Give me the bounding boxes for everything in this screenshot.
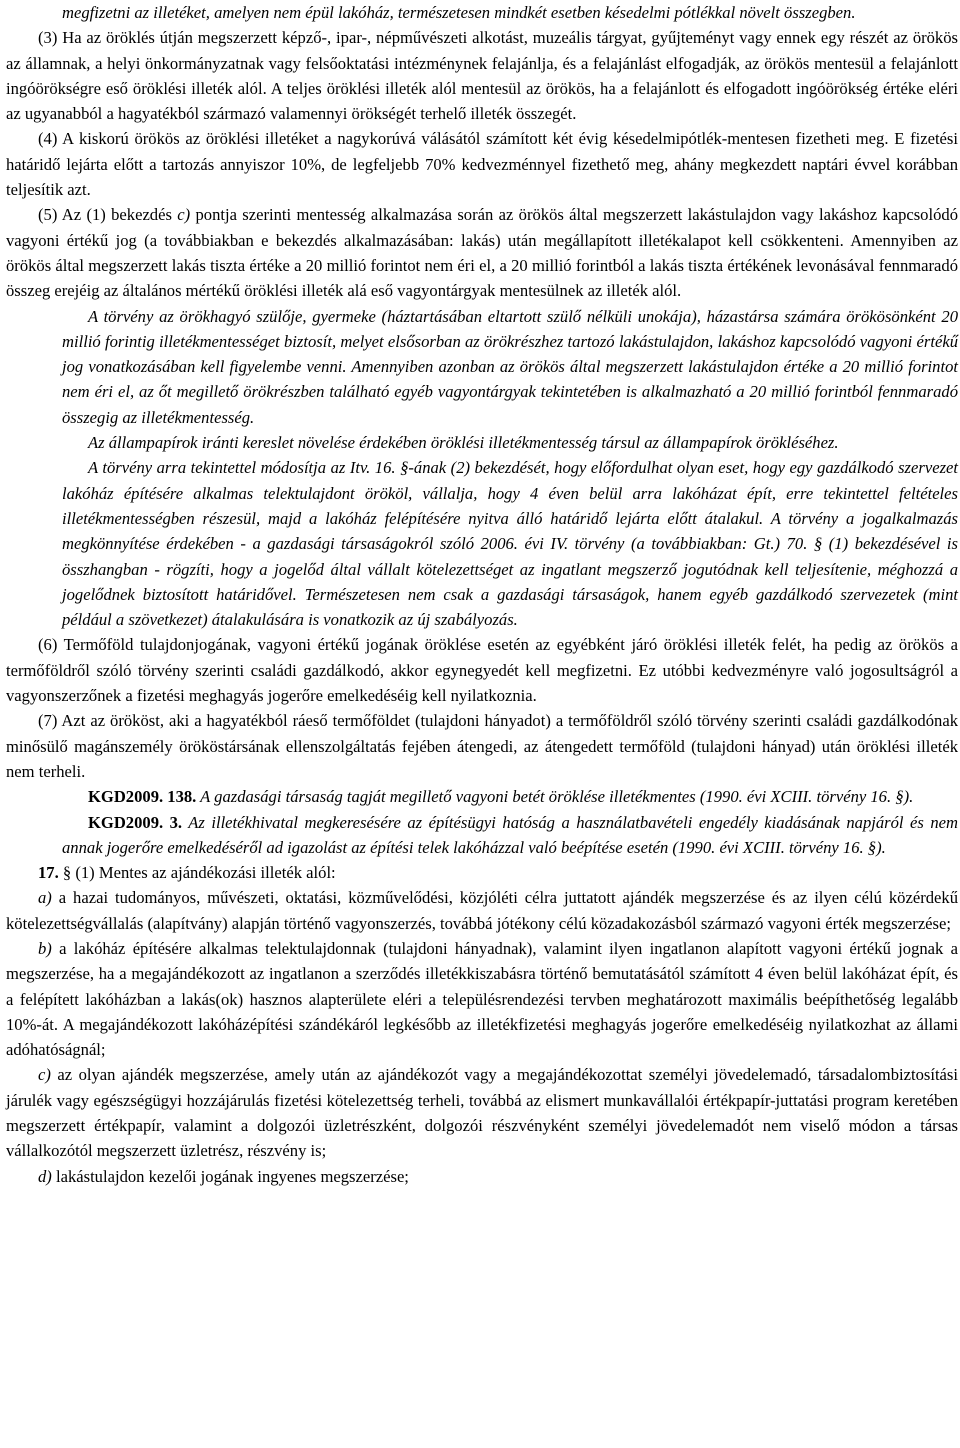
- law-paragraph: [6, 936, 958, 1062]
- law-paragraph: [6, 25, 958, 126]
- law-paragraph: [6, 1164, 958, 1189]
- commentary-paragraph: [6, 784, 958, 809]
- law-paragraph: [6, 202, 958, 303]
- text-segment: KGD2009. 3.: [88, 812, 183, 832]
- text-segment: A gazdasági társaság tagját megillető vagyoni betét öröklése illetékmentes (1990. évi XCIII. törvény 16. §).: [196, 787, 914, 807]
- text-segment: A törvény az örökhagyó szülője, gyermeke (háztartásában eltartott szülő nélküli unokája), házastársa számára örökösönként 20 millió forintig illetékmentességet biztosít, melyet elsősorban az örökrészhez tartozó lakástulajdon, lakáshoz kapcsolódó vagyoni értékű jog vonatkozásában kell figyelembe venni. Amennyiben azonban az örökös által megszerzett lakástulajdon értéke a 20 millió forintot nem éri el, az őt megillető örökrészben található egyéb vagyontárgyak tekintetében is alkalmazható a 20 millió forintból fennmaradó összegig az illetékmentesség.: [62, 306, 958, 427]
- text-segment: (4) A kiskorú örökös az öröklési illetéket a nagykorúvá válásától számított két évig késedelmipótlék-mentesen fizetheti meg. E fizetési határidő lejárta előtt a tartozás annyiszor 10%, de legfeljebb 70% kedvezménnyel fizethető meg, ahány megkezdett naptári évvel korábban teljesítik azt.: [6, 129, 958, 200]
- text-segment: (6) Termőföld tulajdonjogának, vagyoni értékű jogának öröklése esetén az egyébként járó öröklési illeték felét, ha pedig az örökös a termőföldről szóló törvény szerinti családi gazdálkodó, akkor egynegyedét kell megfizetni. Ez utóbbi kedvezményre való jogosultságról a vagyonszerzőnek a fizetési meghagyás jogerőre emelkedéséig kell nyilatkoznia.: [6, 635, 958, 706]
- text-segment: A törvény arra tekintettel módosítja az Itv. 16. §-ának (2) bekezdését, hogy előfordulhat olyan eset, hogy egy gazdálkodó szervezet lakóház építésére alkalmas telektulajdont örököl, vállalja, hogy 4 éven belül arra lakóházat épít, erre tekintettel feltételes illetékmentességben részesül, majd a lakóház felépítésére nyitva álló határidő lejárta előtt átalakul. A törvény a jogalkalmazás megkönnyítése érdekében - a gazdasági társaságokról szóló 2006. évi IV. törvény (a továbbiakban: Gt.) 70. § (1) bekezdésével is összhangban - rögzíti, hogy a jogelőd által vállalt kötelezettséget az ingatlant megszerző jogutódnak kell teljesítenie, méghozzá a jogelődnek biztosított határidővel. Természetesen nem csak a gazdasági társaságok, hanem egyéb gazdálkodó szervezetek (mint például a szövetkezet) átalakulására is vonatkozik az új szabályozás.: [62, 458, 958, 630]
- text-segment: KGD2009. 138.: [88, 787, 197, 807]
- text-segment: a hazai tudományos, művészeti, oktatási, közművelődési, közjóléti célra juttatott ajándék megszerzése és az ilyen célú közérdekű kötelezettségvállalás (alapítvány) alapján történő vagyonszerzés, továbbá jótékony célú közadakozásból származó vagyoni érték megszerzése;: [6, 888, 958, 933]
- commentary-paragraph: [6, 810, 958, 861]
- law-paragraph: [6, 708, 958, 784]
- continuation-paragraph: [6, 0, 958, 25]
- law-paragraph: [6, 885, 958, 936]
- text-segment: a lakóház építésére alkalmas telektulajdonnak (tulajdoni hányadnak), valamint ilyen ingatlanon alapított vagyoni értékű jognak a megszerzése, ha a megajándékozott az ingatlanon a szerződés illetékkiszabásra történő bemutatásától számított 4 éven belül lakóházat épít, és a felépített lakóházban a lakás(ok) hasznos alapterülete eléri a településrendezési tervben meghatározott maximális beépíthetőség legalább 10%-át. A megajándékozott lakóházépítési szándékáról legkésőbb az illetékfizetési meghagyás jogerőre emelkedéséig nyilatkozhat az állami adóhatóságnál;: [6, 938, 958, 1060]
- text-segment: (3) Ha az öröklés útján megszerzett képző-, ipar-, népművészeti alkotást, muzeális tárgyat, gyűjteményt vagy ennek egy részét az örökös az államnak, a helyi önkormányzatnak vagy felsőoktatási intézménynek felajánlja, és a felajánlást elfogadják, az örökös mentesül a felajánlott ingóörökségre eső öröklési illeték alól. A teljes öröklési illeték alól mentesül az örökös, ha a felajánlott és elfogadott ingóörökség értéke eléri az ugyanabból a hagyatékból származó valamennyi örökségét terhelő illeték összegét.: [6, 28, 958, 124]
- text-segment: § (1) Mentes az ajándékozási illeték alól:: [58, 863, 336, 883]
- text-segment: pontja szerinti mentesség alkalmazása során az örökös által megszerzett lakástulajdon vagy lakáshoz kapcsolódó vagyoni értékű jog (a továbbiakban e bekezdés alkalmazásában: lakás) után megállapított illetékalapot kell csökkenteni. Amennyiben az örökös által megszerzett lakás tiszta értéke a 20 millió forintot nem éri el, a 20 millió forintból a lakás tiszta értékének levonásával fennmaradó összeg erejéig az általános mértékű öröklési illeték alá eső vagyontárgyak mentesülnek az illeték alól.: [6, 205, 958, 301]
- law-paragraph: [6, 632, 958, 708]
- law-paragraph: [6, 860, 958, 885]
- text-segment: Az állampapírok iránti kereslet növelése érdekében öröklési illetékmentesség társul az állampapírok örökléséhez.: [88, 433, 839, 453]
- text-segment: megfizetni az illetéket, amelyen nem épül lakóház, természetesen mindkét esetben késedelmi pótlékkal növelt összegben.: [62, 3, 856, 22]
- text-segment: d): [38, 1166, 52, 1186]
- text-segment: 17.: [38, 863, 59, 883]
- commentary-paragraph: [6, 304, 958, 430]
- text-segment: az olyan ajándék megszerzése, amely után az ajándékozót vagy a megajándékozottat személyi jövedelemadó, társadalombiztosítási járulék vagy egészségügyi hozzájárulás fizetési kötelezettség terheli, továbbá az elismert munkavállalói értékpapír-juttatási program keretében megszerzett értékpapír, valamint a dolgozói üzletrészként, dolgozói részvényként személyi jövedelemadót nem viselő módon a társas vállalkozótól megszerzett üzletrész, részvény is;: [6, 1065, 958, 1161]
- text-segment: b): [38, 938, 52, 958]
- text-segment: lakástulajdon kezelői jogának ingyenes megszerzése;: [51, 1166, 409, 1186]
- law-paragraph: [6, 126, 958, 202]
- law-paragraph: [6, 1062, 958, 1163]
- commentary-paragraph: [6, 430, 958, 455]
- text-segment: c): [38, 1065, 51, 1085]
- text-segment: (5) Az (1) bekezdés: [38, 205, 178, 225]
- commentary-paragraph: [6, 455, 958, 632]
- text-segment: c): [177, 205, 191, 225]
- text-segment: (7) Azt az örököst, aki a hagyatékból ráeső termőföldet (tulajdoni hányadot) a termőföldről szóló törvény szerinti családi gazdálkodónak minősülő magánszemély örököstársának ellenszolgáltatás fejében átengedi, az átengedett termőföld (tulajdoni hányad) után öröklési illeték nem terheli.: [6, 711, 958, 781]
- text-segment: Az illetékhivatal megkeresésére az építésügyi hatóság a használatbavételi engedély kiadásának napjáról és nem annak jogerőre emelkedéséről ad igazolást az építési telek lakóházzal való beépítése esetén (1990. évi XCIII. törvény 16. §).: [62, 812, 958, 857]
- text-segment: a): [38, 888, 52, 908]
